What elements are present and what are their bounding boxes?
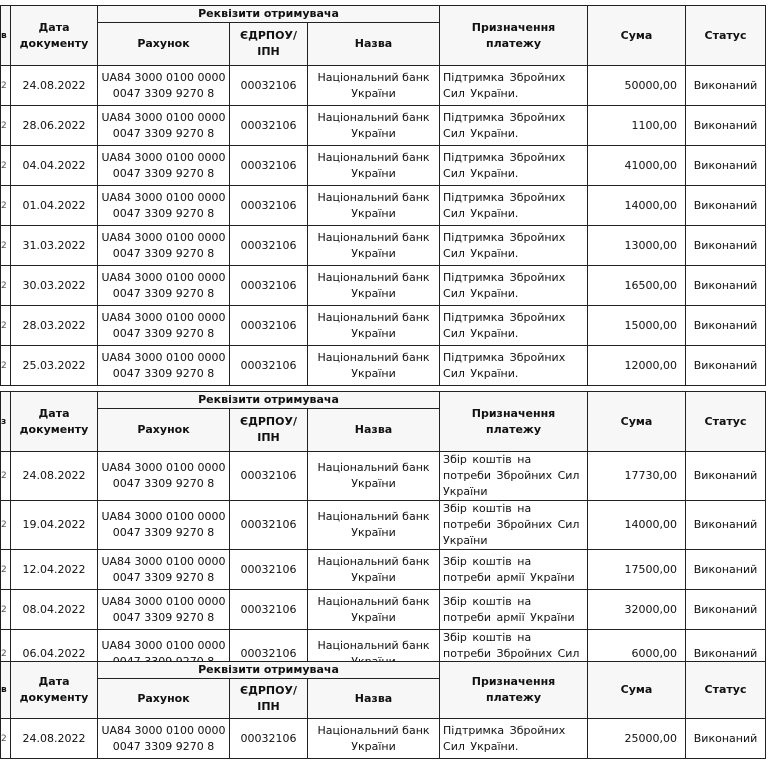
purpose-cell: Збір коштів на потреби армії України — [440, 550, 588, 590]
bank-name-cell: Національний банк України — [308, 186, 440, 226]
requisites-header: Реквізити отримувача — [98, 392, 440, 409]
table-row — [1, 146, 766, 186]
purpose-cell: Підтримка Збройних Сил України. — [440, 719, 588, 759]
account-cell: UA84 3000 0100 0000 0047 3309 9270 8 — [98, 590, 230, 630]
date-cell: 24.08.2022 — [11, 452, 98, 501]
date-cell: 28.03.2022 — [11, 306, 98, 346]
table-row — [1, 550, 766, 590]
date-cell: 28.06.2022 — [11, 106, 98, 146]
edrpou-cell: 00032106 — [230, 452, 308, 501]
edrpou-cell: 00032106 — [230, 146, 308, 186]
edrpou-cell: 00032106 — [230, 266, 308, 306]
date-header: Дата документу — [11, 392, 98, 452]
edrpou-cell: 00032106 — [230, 186, 308, 226]
bank-name-cell: Національний банк України — [308, 719, 440, 759]
purpose-cell: Збір коштів на потреби Збройних Сил України — [440, 501, 588, 550]
status-cell: Виконаний — [686, 550, 766, 590]
account-cell: UA84 3000 0100 0000 0047 3309 9270 8 — [98, 146, 230, 186]
account-cell: UA84 3000 0100 0000 0047 3309 9270 8 — [98, 306, 230, 346]
bank-name-cell: Національний банк України — [308, 66, 440, 106]
bank-name-cell: Національний банк України — [308, 501, 440, 550]
account-cell: UA84 3000 0100 0000 0047 3309 9270 8 — [98, 106, 230, 146]
bank-name-cell: Національний банк України — [308, 226, 440, 266]
table-row — [1, 452, 766, 501]
status-cell: Виконаний — [686, 630, 766, 679]
date-cell: 25.03.2022 — [11, 346, 98, 386]
account-header: Рахунок — [98, 409, 230, 452]
date-cell: 08.04.2022 — [11, 590, 98, 630]
purpose-header: Призначення платежу — [440, 662, 588, 719]
status-header: Статус — [686, 662, 766, 719]
status-cell: Виконаний — [686, 501, 766, 550]
row-number-cell: 2 — [1, 550, 11, 590]
row-number-cell: 2 — [1, 306, 11, 346]
purpose-cell: Підтримка Збройних Сил України. — [440, 266, 588, 306]
edrpou-cell: 00032106 — [230, 106, 308, 146]
row-number-cell: 2 — [1, 501, 11, 550]
edrpou-header: ЄДРПОУ/ ІПН — [230, 679, 308, 719]
payments-table-3 — [0, 661, 766, 759]
amount-cell: 1100,00 — [588, 106, 686, 146]
bank-name-cell: Національний банк України — [308, 590, 440, 630]
table-row — [1, 501, 766, 550]
account-cell: UA84 3000 0100 0000 0047 3309 9270 8 — [98, 266, 230, 306]
table-row — [1, 590, 766, 630]
account-cell: UA84 3000 0100 0000 0047 3309 9270 8 — [98, 719, 230, 759]
bank-name-cell: Національний банк України — [308, 266, 440, 306]
requisites-header: Реквізити отримувача — [98, 662, 440, 679]
purpose-cell: Збір коштів на потреби армії України — [440, 590, 588, 630]
edrpou-cell: 00032106 — [230, 719, 308, 759]
edrpou-header: ЄДРПОУ/ ІПН — [230, 23, 308, 66]
row-number-cell: 2 — [1, 452, 11, 501]
date-cell: 30.03.2022 — [11, 266, 98, 306]
purpose-cell: Підтримка Збройних Сил України. — [440, 346, 588, 386]
date-cell: 31.03.2022 — [11, 226, 98, 266]
edrpou-cell: 00032106 — [230, 501, 308, 550]
date-cell: 06.04.2022 — [11, 630, 98, 679]
row-number-header: в — [1, 6, 11, 66]
status-cell: Виконаний — [686, 590, 766, 630]
edrpou-cell: 00032106 — [230, 630, 308, 679]
edrpou-cell: 00032106 — [230, 590, 308, 630]
bank-name-cell: Національний банк України — [308, 306, 440, 346]
status-header: Статус — [686, 6, 766, 66]
status-cell: Виконаний — [686, 306, 766, 346]
bank-name-cell: Національний банк України — [308, 346, 440, 386]
date-header: Дата документу — [11, 6, 98, 66]
row-number-cell: 2 — [1, 66, 11, 106]
account-header: Рахунок — [98, 679, 230, 719]
account-cell: UA84 3000 0100 0000 — [98, 630, 230, 679]
account-cell: UA84 3000 0100 0000 0047 3309 9270 8 — [98, 501, 230, 550]
amount-cell: 12000,00 — [588, 346, 686, 386]
date-header: Дата документу — [11, 662, 98, 719]
bank-name-cell: Національний банк України — [308, 106, 440, 146]
amount-cell: 17500,00 — [588, 550, 686, 590]
table-row — [1, 266, 766, 306]
account-cell: UA84 3000 0100 0000 0047 3309 9270 8 — [98, 346, 230, 386]
amount-cell: 25000,00 — [588, 719, 686, 759]
amount-cell: 6000,00 — [588, 630, 686, 679]
account-header: Рахунок — [98, 23, 230, 66]
table-row — [1, 106, 766, 146]
amount-cell: 32000,00 — [588, 590, 686, 630]
purpose-cell: Підтримка Збройних Сил України. — [440, 306, 588, 346]
account-cell: UA84 3000 0100 0000 0047 3309 9270 8 — [98, 226, 230, 266]
amount-cell: 14000,00 — [588, 186, 686, 226]
amount-header: Сума — [588, 6, 686, 66]
row-number-cell: 2 — [1, 266, 11, 306]
table-row — [1, 346, 766, 386]
row-number-cell: 2 — [1, 226, 11, 266]
row-number-header: в — [1, 662, 11, 719]
date-cell: 24.08.2022 — [11, 719, 98, 759]
account-cell: UA84 3000 0100 0000 0047 3309 9270 8 — [98, 452, 230, 501]
requisites-header: Реквізити отримувача — [98, 6, 440, 23]
amount-header: Сума — [588, 662, 686, 719]
amount-cell: 17730,00 — [588, 452, 686, 501]
date-cell: 12.04.2022 — [11, 550, 98, 590]
amount-cell: 41000,00 — [588, 146, 686, 186]
status-cell: Виконаний — [686, 66, 766, 106]
table-row — [1, 226, 766, 266]
status-cell: Виконаний — [686, 226, 766, 266]
edrpou-cell: 00032106 — [230, 226, 308, 266]
status-cell: Виконаний — [686, 106, 766, 146]
date-cell: 04.04.2022 — [11, 146, 98, 186]
name-header: Назва — [308, 409, 440, 452]
bank-name-cell: Національний банк України — [308, 146, 440, 186]
table-row — [1, 306, 766, 346]
edrpou-cell: 00032106 — [230, 550, 308, 590]
amount-header: Сума — [588, 392, 686, 452]
status-cell: Виконаний — [686, 146, 766, 186]
edrpou-header: ЄДРПОУ/ ІПН — [230, 409, 308, 452]
edrpou-cell: 00032106 — [230, 306, 308, 346]
row-number-cell: 2 — [1, 106, 11, 146]
status-cell: Виконаний — [686, 346, 766, 386]
name-header: Назва — [308, 679, 440, 719]
purpose-cell: Збір коштів на потреби Збройних Сил — [440, 630, 588, 679]
purpose-cell: Збір коштів на потреби Збройних Сил України — [440, 452, 588, 501]
date-cell: 01.04.2022 — [11, 186, 98, 226]
table-row — [1, 66, 766, 106]
amount-cell: 16500,00 — [588, 266, 686, 306]
amount-cell: 15000,00 — [588, 306, 686, 346]
account-cell: UA84 3000 0100 0000 0047 3309 9270 8 — [98, 186, 230, 226]
purpose-header: Призначення платежу — [440, 6, 588, 66]
purpose-cell: Підтримка Збройних Сил України. — [440, 226, 588, 266]
status-cell: Виконаний — [686, 719, 766, 759]
purpose-cell: Підтримка Збройних Сил України. — [440, 146, 588, 186]
bank-name-cell: Національний банк України — [308, 452, 440, 501]
purpose-cell: Підтримка Збройних Сил України. — [440, 66, 588, 106]
name-header: Назва — [308, 23, 440, 66]
row-number-cell: 2 — [1, 719, 11, 759]
row-number-cell: 2 — [1, 590, 11, 630]
amount-cell: 50000,00 — [588, 66, 686, 106]
edrpou-cell: 00032106 — [230, 346, 308, 386]
amount-cell: 13000,00 — [588, 226, 686, 266]
amount-cell: 14000,00 — [588, 501, 686, 550]
status-cell: Виконаний — [686, 452, 766, 501]
payments-table-1 — [0, 5, 766, 386]
payments-table-2 — [0, 391, 766, 679]
row-number-cell: 2 — [1, 630, 11, 679]
status-cell: Виконаний — [686, 186, 766, 226]
row-number-cell: 2 — [1, 146, 11, 186]
table-row — [1, 186, 766, 226]
purpose-cell: Підтримка Збройних Сил України. — [440, 106, 588, 146]
row-number-cell: 2 — [1, 346, 11, 386]
account-cell: UA84 3000 0100 0000 0047 3309 9270 8 — [98, 550, 230, 590]
date-cell: 19.04.2022 — [11, 501, 98, 550]
purpose-header: Призначення платежу — [440, 392, 588, 452]
status-cell: Виконаний — [686, 266, 766, 306]
row-number-cell: 2 — [1, 186, 11, 226]
date-cell: 24.08.2022 — [11, 66, 98, 106]
account-cell: UA84 3000 0100 0000 0047 3309 9270 8 — [98, 66, 230, 106]
row-number-header: з — [1, 392, 11, 452]
bank-name-cell: Національний банк України — [308, 550, 440, 590]
table-row — [1, 719, 766, 759]
status-header: Статус — [686, 392, 766, 452]
edrpou-cell: 00032106 — [230, 66, 308, 106]
purpose-cell: Підтримка Збройних Сил України. — [440, 186, 588, 226]
bank-name-cell: Національний банк — [308, 630, 440, 679]
